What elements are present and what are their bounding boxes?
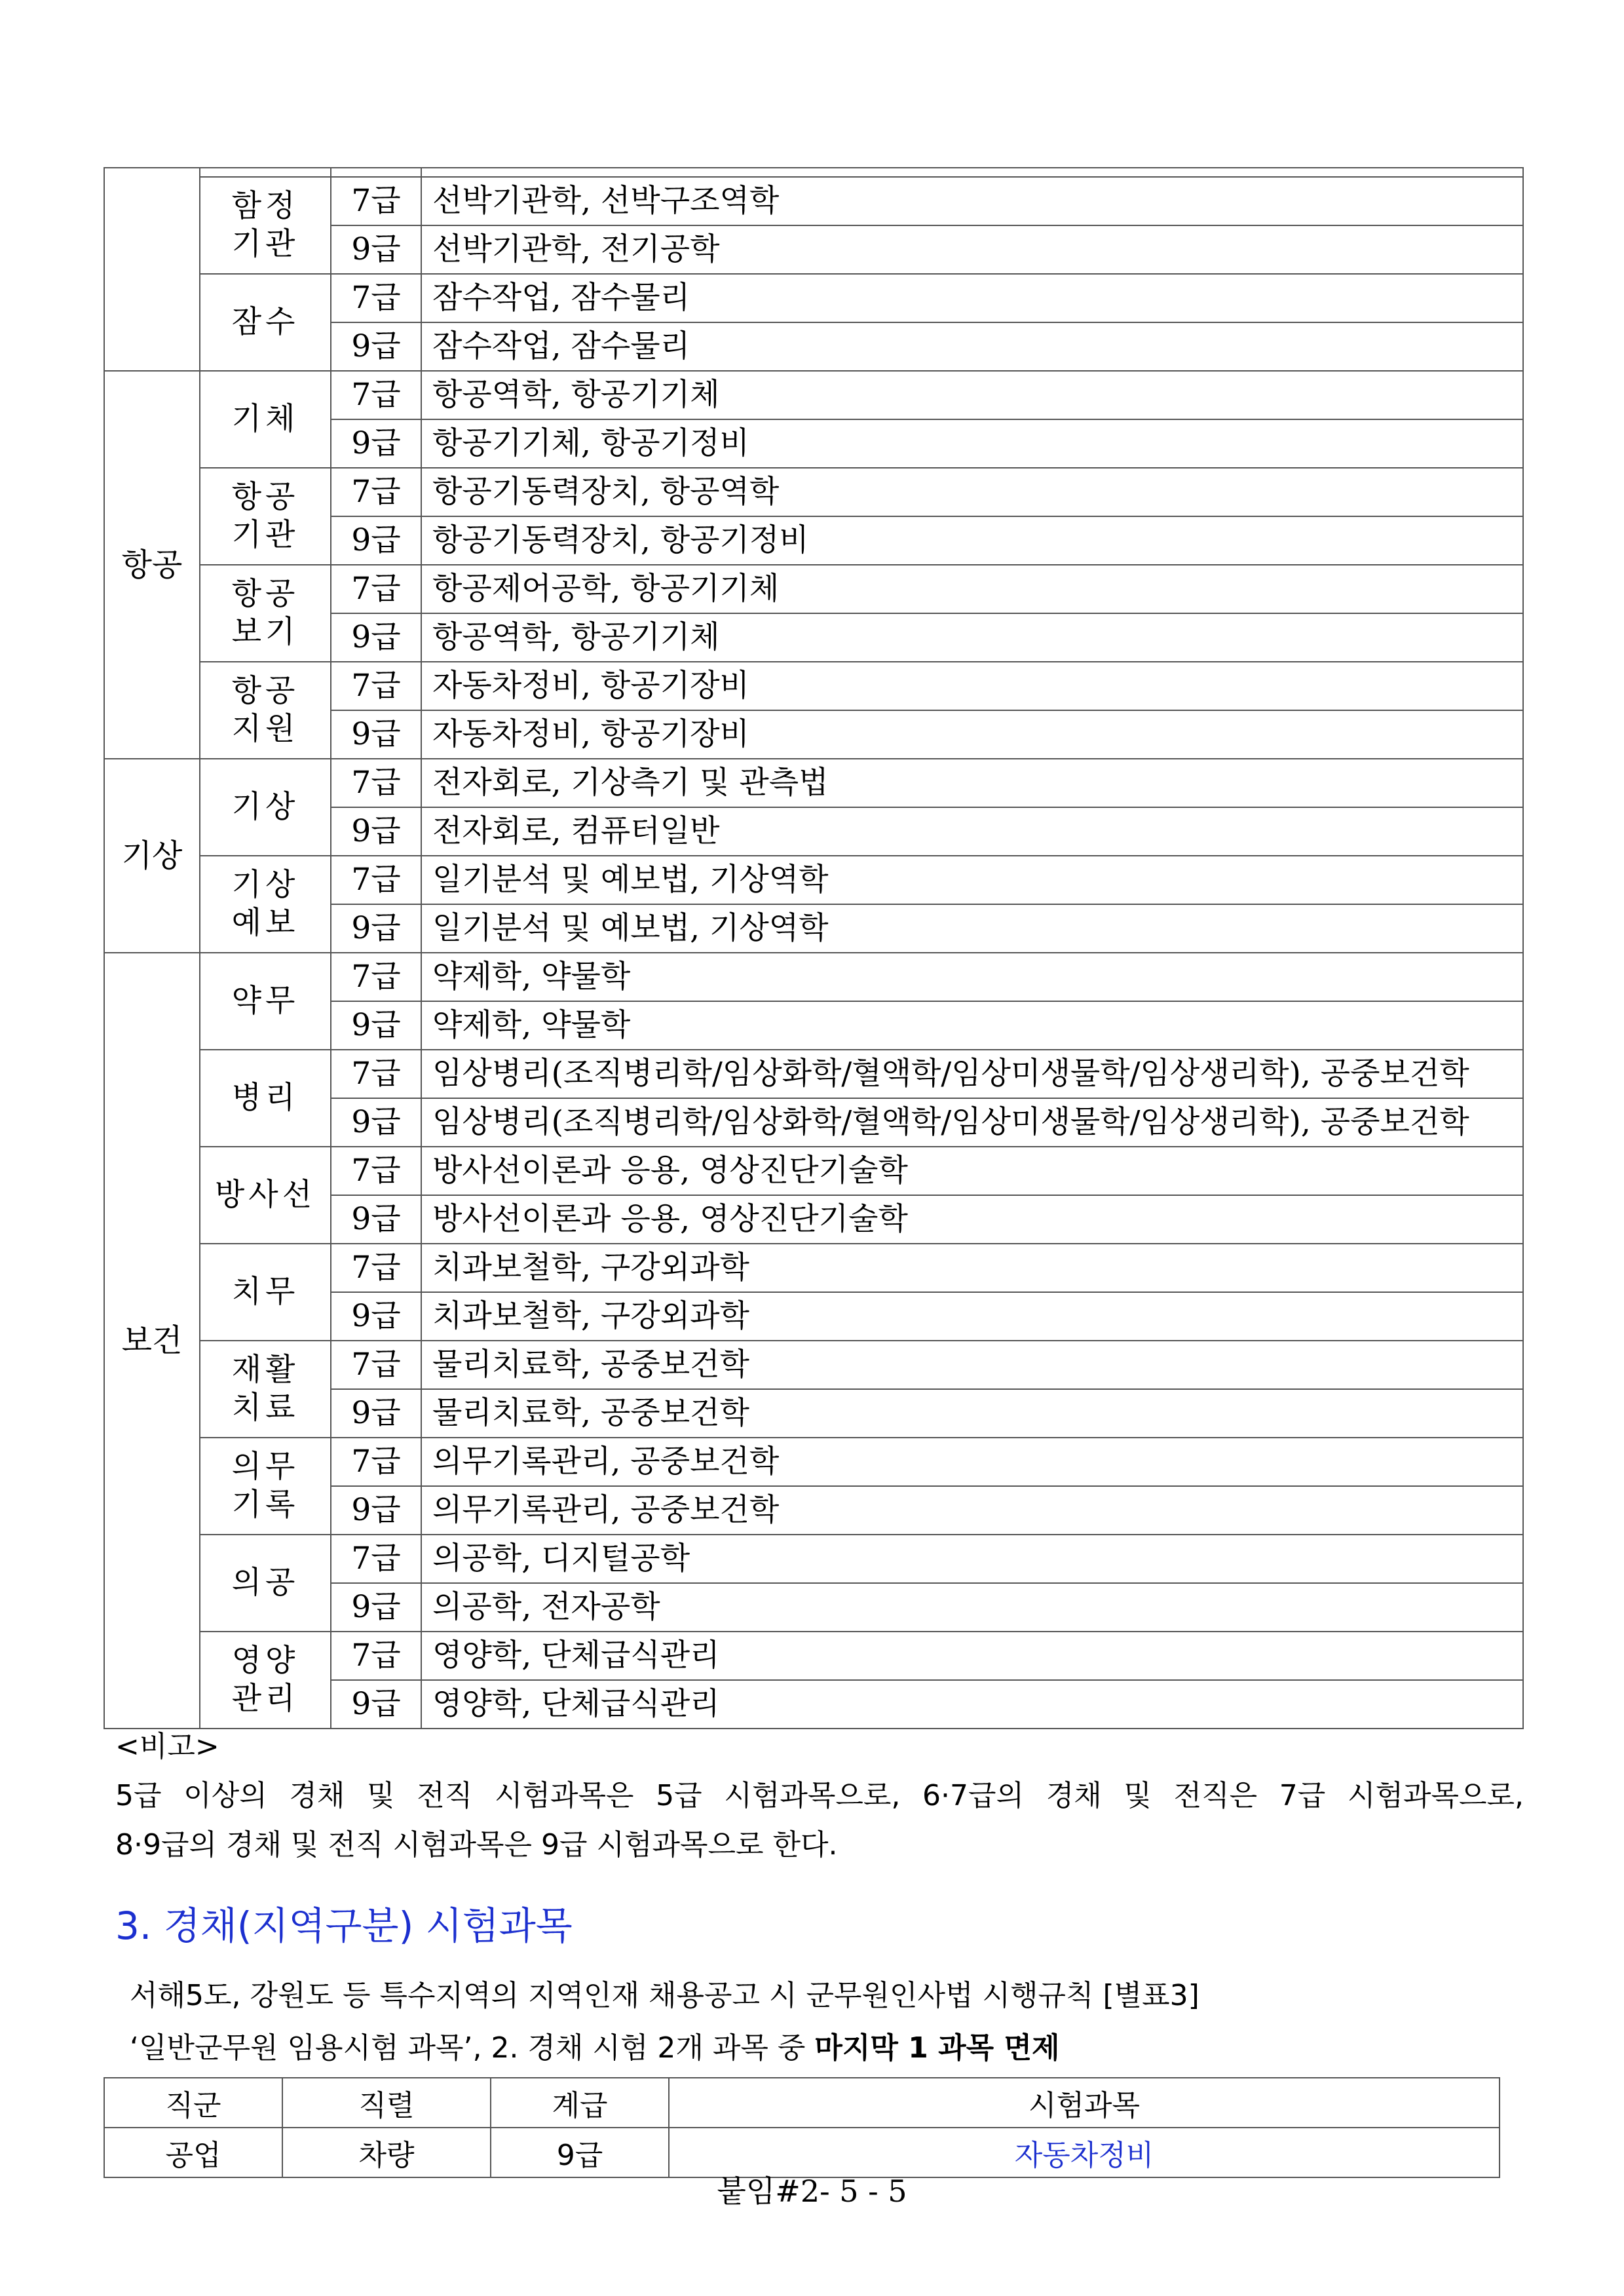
subjects-cell: 의무기록관리, 공중보건학: [421, 1438, 1523, 1486]
subjects-cell: 항공역학, 항공기기체: [421, 613, 1523, 662]
grade-cell: 9급: [331, 516, 421, 565]
spacer-cell: [200, 168, 331, 177]
job-cell: 함정 기관: [200, 177, 331, 274]
table-row: [104, 1244, 1523, 1292]
subjects-cell: 방사선이론과 응용, 영상진단기술학: [421, 1195, 1523, 1244]
subjects-cell: 치과보철학, 구강외과학: [421, 1292, 1523, 1341]
group-cell: 보건: [104, 953, 200, 1729]
job-cell: 기체: [200, 371, 331, 468]
table-row: [104, 759, 1523, 807]
grade-cell: 7급: [331, 468, 421, 516]
table-row: [104, 371, 1523, 419]
subjects-cell: 항공기기체, 항공기정비: [421, 419, 1523, 468]
subjects-cell: 물리치료학, 공중보건학: [421, 1341, 1523, 1389]
job-cell: 영양 관리: [200, 1632, 331, 1729]
subjects-cell: 의공학, 디지털공학: [421, 1535, 1523, 1583]
job-cell: 항공 지원: [200, 662, 331, 759]
grade-cell: 7급: [331, 1438, 421, 1486]
table-cell: 9급: [491, 2128, 669, 2177]
subjects-cell: 잠수작업, 잠수물리: [421, 274, 1523, 322]
grade-cell: 9급: [331, 225, 421, 274]
table-top-spacer: [104, 168, 1523, 177]
table-row: [104, 662, 1523, 710]
subjects-cell: 물리치료학, 공중보건학: [421, 1389, 1523, 1438]
subjects-cell: 선박기관학, 전기공학: [421, 225, 1523, 274]
note-line-1: 5급 이상의 경채 및 전직 시험과목은 5급 시험과목으로, 6·7급의 경채 및 전직은 7급 시험과목으로,: [115, 1779, 1524, 1812]
header-cell: 계급: [491, 2078, 669, 2128]
header-cell: 직군: [104, 2078, 282, 2128]
subjects-cell: 임상병리(조직병리학/임상화학/혈액학/임상미생물학/임상생리학), 공중보건학: [421, 1098, 1523, 1147]
header-cell: 시험과목: [669, 2078, 1500, 2128]
subjects-cell: 항공기동력장치, 항공역학: [421, 468, 1523, 516]
job-cell: 의무 기록: [200, 1438, 331, 1535]
grade-cell: 9급: [331, 613, 421, 662]
table-cell-subject: 자동차정비: [669, 2128, 1500, 2177]
section-heading: 3. 경채(지역구분) 시험과목: [115, 1904, 573, 1948]
job-cell: 기상: [200, 759, 331, 856]
grade-cell: 7급: [331, 1050, 421, 1098]
table-row: [104, 468, 1523, 516]
group-cell: [104, 168, 200, 371]
table-row: [104, 1050, 1523, 1098]
subjects-cell: 항공제어공학, 항공기기체: [421, 565, 1523, 613]
note-block: [115, 1722, 1524, 1869]
subjects-cell: 전자회로, 컴퓨터일반: [421, 807, 1523, 856]
grade-cell: 9급: [331, 1583, 421, 1632]
grade-cell: 9급: [331, 1486, 421, 1535]
grade-cell: 9급: [331, 1195, 421, 1244]
subjects-cell: 영양학, 단체급식관리: [421, 1680, 1523, 1729]
subjects-cell: 방사선이론과 응용, 영상진단기술학: [421, 1147, 1523, 1195]
grade-cell: 7급: [331, 177, 421, 225]
job-cell: 의공: [200, 1535, 331, 1632]
grade-cell: 7급: [331, 565, 421, 613]
grade-cell: 7급: [331, 1535, 421, 1583]
job-cell: 병리: [200, 1050, 331, 1147]
job-cell: 항공 보기: [200, 565, 331, 662]
subjects-cell: 전자회로, 기상측기 및 관측법: [421, 759, 1523, 807]
table-row: [104, 565, 1523, 613]
para-line-2-text: ‘일반군무원 임용시험 과목’, 2. 경채 시험 2개 과목 중: [130, 2031, 815, 2065]
grade-cell: 7급: [331, 371, 421, 419]
grade-cell: 7급: [331, 662, 421, 710]
grade-cell: 9급: [331, 904, 421, 953]
para-line-2: [130, 2022, 1525, 2075]
subjects-cell: 약제학, 약물학: [421, 1001, 1523, 1050]
group-cell: 기상: [104, 759, 200, 953]
subjects-cell: 임상병리(조직병리학/임상화학/혈액학/임상미생물학/임상생리학), 공중보건학: [421, 1050, 1523, 1098]
grade-cell: 9급: [331, 322, 421, 371]
subjects-cell: 의공학, 전자공학: [421, 1583, 1523, 1632]
subjects-cell: 항공역학, 항공기기체: [421, 371, 1523, 419]
regional-table-header: [104, 2078, 1500, 2128]
table-cell: 공업: [104, 2128, 282, 2177]
subjects-cell: 일기분석 및 예보법, 기상역학: [421, 904, 1523, 953]
job-cell: 재활 치료: [200, 1341, 331, 1438]
spacer-cell: [331, 168, 421, 177]
job-cell: 치무: [200, 1244, 331, 1341]
note-title: <비고>: [115, 1730, 219, 1763]
subjects-cell: 일기분석 및 예보법, 기상역학: [421, 856, 1523, 904]
subjects-cell: 자동차정비, 항공기장비: [421, 662, 1523, 710]
note-line-2: 8·9급의 경채 및 전직 시험과목은 9급 시험과목으로 한다.: [115, 1828, 838, 1862]
subjects-cell: 잠수작업, 잠수물리: [421, 322, 1523, 371]
table-row: [104, 177, 1523, 225]
table-row: [104, 274, 1523, 322]
grade-cell: 7급: [331, 1147, 421, 1195]
spacer-cell: [421, 168, 1523, 177]
regional-exam-table: [104, 2077, 1500, 2178]
group-cell: 항공: [104, 371, 200, 759]
page-footer: 붙임#2- 5 - 5: [717, 2173, 907, 2209]
subjects-cell: 항공기동력장치, 항공기정비: [421, 516, 1523, 565]
grade-cell: 9급: [331, 1389, 421, 1438]
table-row: [104, 1632, 1523, 1680]
grade-cell: 7급: [331, 856, 421, 904]
header-cell: 직렬: [282, 2078, 491, 2128]
job-cell: 항공 기관: [200, 468, 331, 565]
subjects-cell: 영양학, 단체급식관리: [421, 1632, 1523, 1680]
grade-cell: 9급: [331, 710, 421, 759]
job-cell: 잠수: [200, 274, 331, 371]
grade-cell: 9급: [331, 419, 421, 468]
grade-cell: 7급: [331, 759, 421, 807]
job-cell: 방사선: [200, 1147, 331, 1244]
grade-cell: 9급: [331, 807, 421, 856]
para-line-1: 서해5도, 강원도 등 특수지역의 지역인재 채용공고 시 군무원인사법 시행규칙 [별표3]: [130, 1979, 1199, 2012]
subjects-cell: 선박기관학, 선박구조역학: [421, 177, 1523, 225]
grade-cell: 9급: [331, 1292, 421, 1341]
subjects-cell: 약제학, 약물학: [421, 953, 1523, 1001]
table-row: [104, 1147, 1523, 1195]
table-cell: 차량: [282, 2128, 491, 2177]
table-row: [104, 1535, 1523, 1583]
grade-cell: 9급: [331, 1001, 421, 1050]
grade-cell: 7급: [331, 1244, 421, 1292]
subjects-cell: 의무기록관리, 공중보건학: [421, 1486, 1523, 1535]
subjects-cell: 치과보철학, 구강외과학: [421, 1244, 1523, 1292]
grade-cell: 7급: [331, 953, 421, 1001]
table-row: [104, 856, 1523, 904]
grade-cell: 9급: [331, 1098, 421, 1147]
exam-subjects-table: [104, 167, 1524, 1729]
grade-cell: 9급: [331, 1680, 421, 1729]
job-cell: 기상 예보: [200, 856, 331, 953]
table-row: [104, 1438, 1523, 1486]
grade-cell: 7급: [331, 1632, 421, 1680]
table-row: [104, 1341, 1523, 1389]
para-line-2-bold: 마지막 1 과목 면제: [814, 2031, 1060, 2065]
subjects-cell: 자동차정비, 항공기장비: [421, 710, 1523, 759]
table-row: [104, 953, 1523, 1001]
job-cell: 약무: [200, 953, 331, 1050]
grade-cell: 7급: [331, 274, 421, 322]
grade-cell: 7급: [331, 1341, 421, 1389]
section-paragraph: [130, 1970, 1525, 2075]
